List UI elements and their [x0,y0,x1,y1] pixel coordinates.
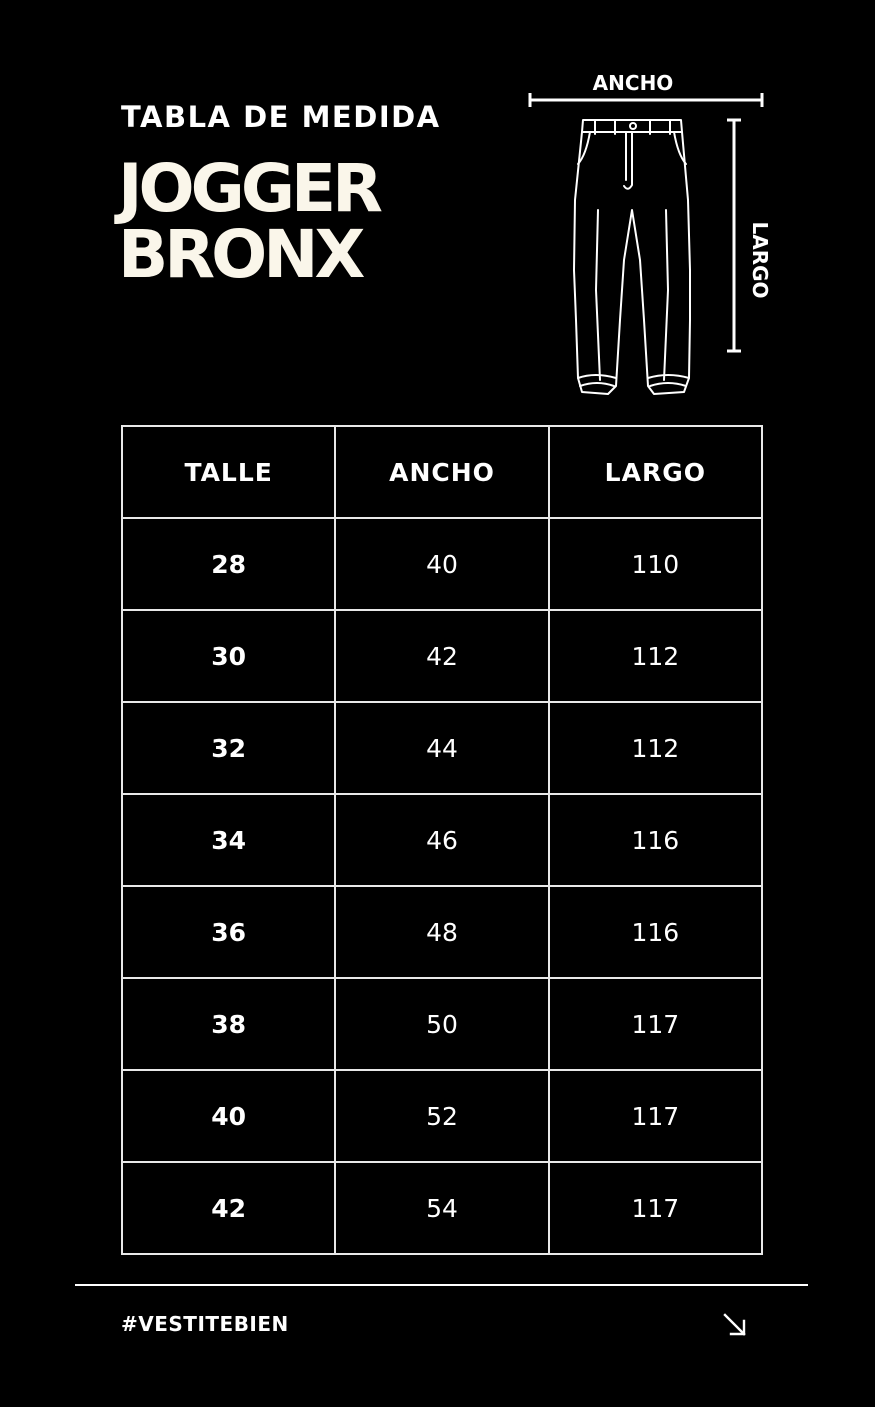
largo-cell: 110 [549,518,762,610]
talle-cell: 42 [122,1162,335,1254]
largo-cell: 116 [549,886,762,978]
ancho-cell: 48 [335,886,548,978]
talle-cell: 38 [122,978,335,1070]
footer-divider [75,1284,808,1286]
table-row [122,794,762,886]
length-dimension [727,120,741,351]
column-header-ancho: ANCHO [335,426,548,518]
hashtag: #VESTITEBIEN [121,1312,289,1336]
largo-cell: 117 [549,978,762,1070]
subtitle: TABLA DE MEDIDA [121,100,441,134]
ancho-cell: 42 [335,610,548,702]
talle-cell: 40 [122,1070,335,1162]
length-label: LARGO [748,221,772,299]
title-line-1: JOGGER [118,150,379,227]
table-row [122,518,762,610]
talle-cell: 34 [122,794,335,886]
size-table [121,425,763,1255]
pants-outline-icon [574,120,690,394]
largo-cell: 112 [549,702,762,794]
talle-cell: 36 [122,886,335,978]
largo-cell: 117 [549,1162,762,1254]
pants-measurement-diagram [520,60,780,410]
talle-cell: 30 [122,610,335,702]
arrow-down-right-icon[interactable] [722,1312,748,1338]
column-header-talle: TALLE [122,426,335,518]
table-header-row [122,426,762,518]
title-line-2: BRONX [118,216,362,293]
ancho-cell: 50 [335,978,548,1070]
ancho-cell: 54 [335,1162,548,1254]
largo-cell: 112 [549,610,762,702]
ancho-cell: 44 [335,702,548,794]
talle-cell: 28 [122,518,335,610]
width-label: ANCHO [592,71,674,95]
ancho-cell: 46 [335,794,548,886]
ancho-cell: 40 [335,518,548,610]
ancho-cell: 52 [335,1070,548,1162]
table-row [122,978,762,1070]
table-row [122,886,762,978]
largo-cell: 117 [549,1070,762,1162]
largo-cell: 116 [549,794,762,886]
table-row [122,702,762,794]
page-title [118,150,379,293]
table-row [122,1162,762,1254]
table-row [122,610,762,702]
width-dimension [530,93,762,107]
talle-cell: 32 [122,702,335,794]
table-row [122,1070,762,1162]
column-header-largo: LARGO [549,426,762,518]
